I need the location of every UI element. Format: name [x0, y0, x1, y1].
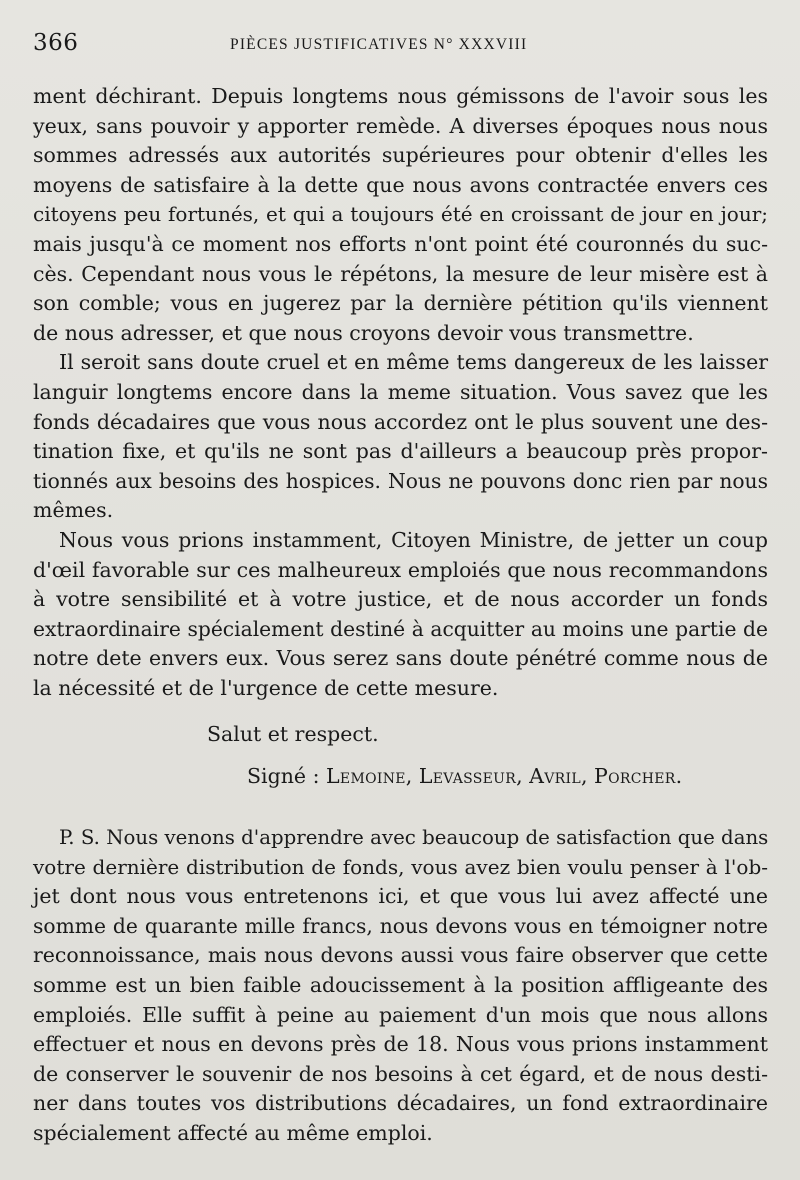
signatory-name: Lemoine	[326, 764, 406, 788]
text-line: jet dont nous vous entretenons ici, et que vous lui avez affecté une	[33, 884, 768, 909]
text-line: reconnoissance, mais nous devons aussi vous faire observer que cette	[33, 943, 768, 968]
signatory-name: Levasseur	[418, 764, 517, 788]
salutation: Salut et respect.	[207, 722, 379, 746]
postscript	[33, 823, 768, 1149]
text-line: P. S. Nous venons d'apprendre avec beaucoup de satisfaction que dans	[59, 826, 769, 849]
text-line: spécialement affecté au même emploi.	[33, 1120, 433, 1145]
text-line: effectuer et nous en devons près de 18. Nous vous prions instamment	[33, 1032, 768, 1057]
text-line: mais jusqu'à ce moment nos efforts n'ont point été couronnés du suc-	[33, 231, 768, 256]
text-line: extraordinaire spécialement destiné à acquitter au moins une partie de	[33, 616, 768, 641]
text-line: sommes adressés aux autorités supérieures pour obtenir d'elles les	[33, 143, 768, 168]
text-line: yeux, sans pouvoir y apporter remède. A diverses époques nous nous	[33, 113, 768, 138]
text-line: votre dernière distribution de fonds, vous avez bien voulu penser à l'ob-	[33, 854, 768, 879]
page-number: 366	[33, 30, 79, 56]
text-line: à votre sensibilité et à votre justice, et de nous accorder un fonds	[33, 587, 768, 612]
text-line: de conserver le souvenir de nos besoins à cet égard, et de nous desti-	[33, 1061, 768, 1086]
text-line: fonds décadaires que vous nous accordez ont le plus souvent une des-	[33, 409, 768, 434]
text-line: Nous vous prions instamment, Citoyen Ministre, de jetter un coup	[59, 527, 768, 552]
signature-line: Signé : Lemoine, Levasseur, Avril, Porcher.	[247, 764, 683, 788]
text-line: tination fixe, et qu'ils ne sont pas d'ailleurs a beaucoup près propor-	[33, 439, 768, 464]
text-line: citoyens peu fortunés, et qui a toujours été en croissant de jour en jour;	[33, 202, 768, 227]
text-line: ment déchirant. Depuis longtems nous gémissons de l'avoir sous les	[33, 84, 768, 108]
signe-label: Signé :	[247, 764, 320, 788]
text-line: cès. Cependant nous vous le répétons, la mesure de leur misère est à	[33, 261, 768, 286]
text-line: languir longtems encore dans la meme situation. Vous savez que les	[33, 379, 768, 404]
text-line: notre dete envers eux. Vous serez sans doute pénétré comme nous de	[33, 646, 768, 671]
running-title: PIÈCES JUSTIFICATIVES N° XXXVIII	[230, 36, 528, 53]
signatory-name: Porcher	[594, 764, 676, 788]
paragraph	[33, 348, 768, 526]
text-line: somme de quarante mille francs, nous devons vous en témoigner notre	[33, 913, 768, 938]
text-line: tionnés aux besoins des hospices. Nous ne pouvons donc rien par nous	[33, 468, 768, 493]
text-line: son comble; vous en jugerez par la dernière pétition qu'ils viennent	[33, 291, 768, 316]
text-line: d'œil favorable sur ces malheureux emploiés que nous recommandons	[33, 557, 768, 582]
signatory-name: Avril	[529, 764, 581, 788]
paragraph	[33, 526, 768, 704]
text-line: Il seroit sans doute cruel et en même tems dangereux de les laisser	[59, 350, 768, 375]
text-line: moyens de satisfaire à la dette que nous avons contractée envers ces	[33, 172, 768, 197]
text-line: emploiés. Elle suffit à peine au paiement d'un mois que nous allons	[33, 1002, 768, 1027]
text-line: somme est un bien faible adoucissement à la position affligeante des	[33, 972, 768, 997]
letter-body	[33, 82, 768, 703]
text-line: de nous adresser, et que nous croyons devoir vous transmettre.	[33, 320, 694, 345]
paragraph	[33, 82, 768, 348]
page-header	[33, 30, 768, 64]
text-line: la nécessité et de l'urgence de cette mesure.	[33, 675, 499, 700]
text-line: ner dans toutes vos distributions décadaires, un fond extraordinaire	[33, 1091, 768, 1116]
text-line: mêmes.	[33, 498, 114, 523]
